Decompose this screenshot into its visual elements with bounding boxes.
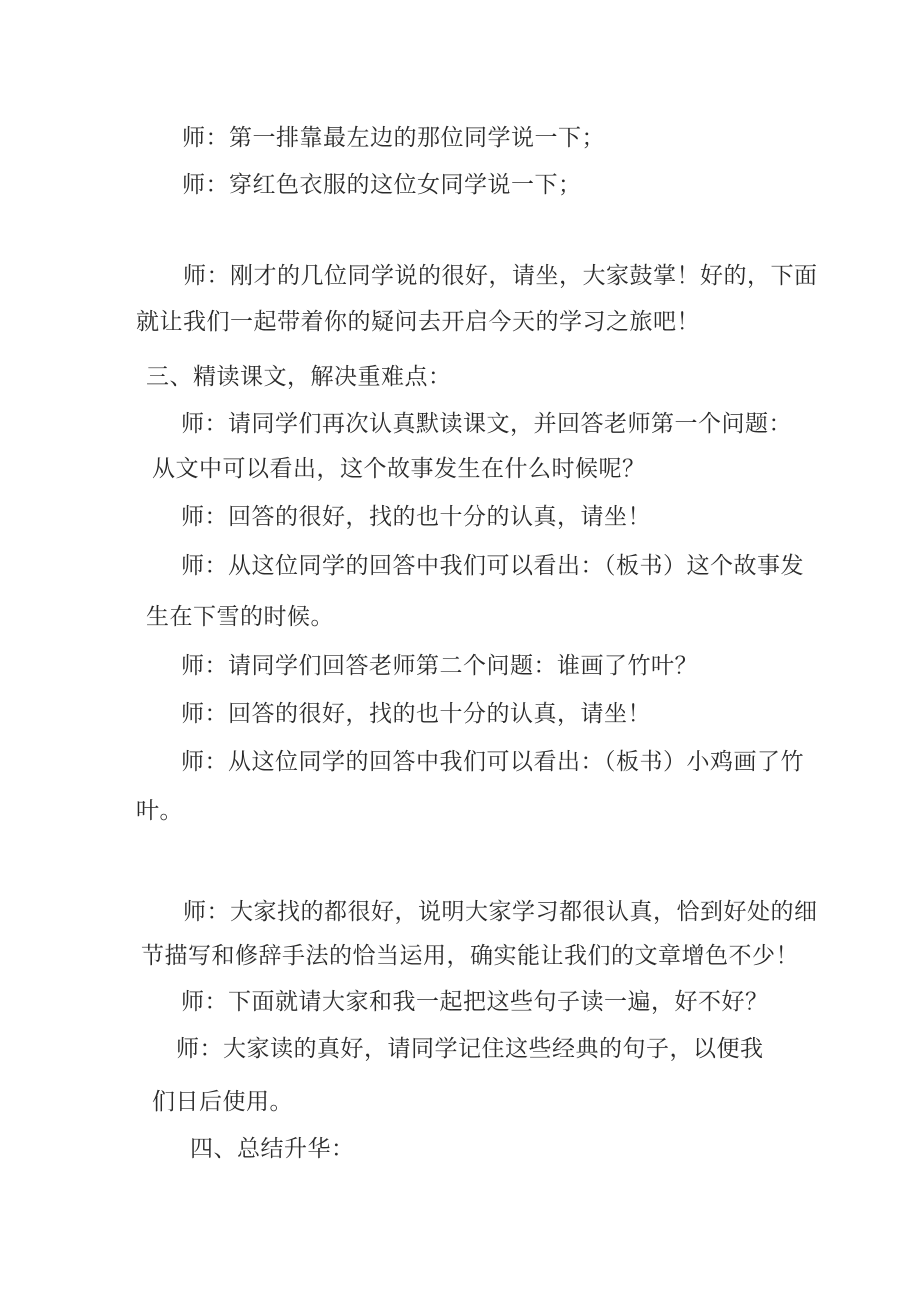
- teacher-line-wrap: 节描写和修辞手法的恰当运用，确实能让我们的文章增色不少！: [141, 943, 799, 969]
- teacher-line: 师：下面就请大家和我一起把这些句子读一遍，好不好？: [181, 989, 769, 1015]
- teacher-line: 师：回答的很好，找的也十分的认真，请坐！: [181, 701, 651, 727]
- teacher-line: 师：大家找的都很好，说明大家学习都很认真，恰到好处的细: [183, 899, 818, 925]
- section-heading-3: 三、精读课文，解决重难点：: [146, 364, 452, 390]
- teacher-line: 师：穿红色衣服的这位女同学说一下；: [182, 172, 582, 198]
- teacher-line: 师：请同学们回答老师第二个问题：谁画了竹叶？: [181, 653, 698, 679]
- teacher-line-wrap: 们日后使用。: [152, 1089, 293, 1115]
- teacher-line: 师：大家读的真好，请同学记住这些经典的句子，以便我: [176, 1036, 764, 1062]
- teacher-line: 师：从这位同学的回答中我们可以看出：（板书）这个故事发: [181, 553, 804, 579]
- teacher-line-wrap: 生在下雪的时候。: [146, 604, 334, 630]
- teacher-line-wrap: 叶。: [136, 798, 183, 824]
- teacher-line: 师：从这位同学的回答中我们可以看出：（板书）小鸡画了竹: [181, 749, 804, 775]
- teacher-line: 师：第一排靠最左边的那位同学说一下；: [182, 125, 605, 151]
- teacher-line: 师：刚才的几位同学说的很好，请坐，大家鼓掌！好的，下面: [183, 263, 818, 289]
- teacher-line-wrap: 从文中可以看出，这个故事发生在什么时候呢？: [152, 456, 646, 482]
- section-heading-4: 四、总结升华：: [190, 1136, 355, 1162]
- teacher-line: 师：回答的很好，找的也十分的认真，请坐！: [181, 504, 651, 530]
- teacher-line-wrap: 就让我们一起带着你的疑问去开启今天的学习之旅吧！: [136, 309, 700, 335]
- teacher-line: 师：请同学们再次认真默读课文，并回答老师第一个问题：: [181, 411, 792, 437]
